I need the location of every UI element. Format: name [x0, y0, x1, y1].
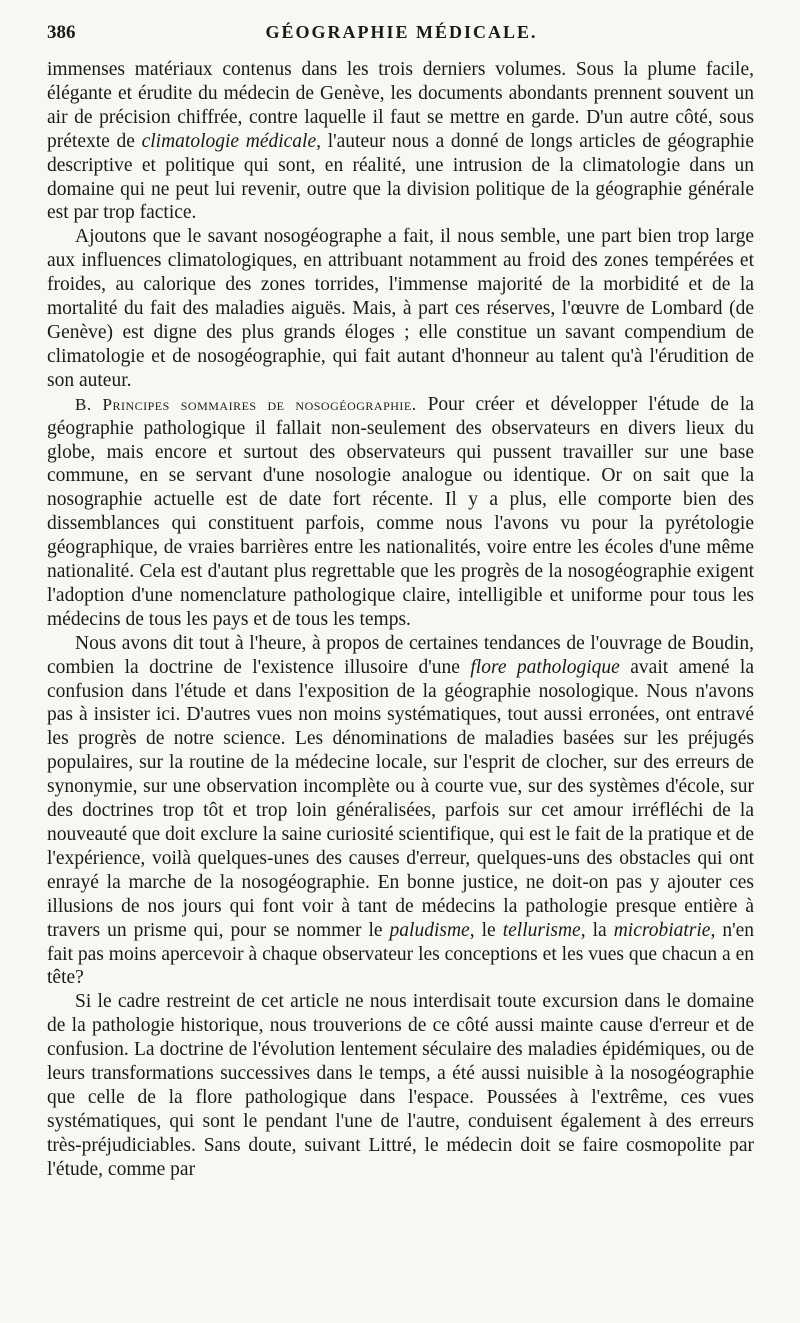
running-title: GÉOGRAPHIE MÉDICALE. — [265, 22, 538, 42]
page-header — [47, 22, 756, 52]
italic-term: flore pathologique — [470, 656, 620, 678]
body-text — [47, 58, 754, 1182]
paragraph-4 — [47, 632, 754, 991]
text-span: Pour créer et développer l'étude de la géographie pathologique il fallait non-seulement des observateurs en divers lieux du globe, mais encore et surtout des observateurs qui pussent travailler sur une base commune, en se servant d'une nosologie analogue ou identique. Or on sait que la nosographie actuelle est de date fort récente. Il y a plus, elle comporte bien des dissemblances qui constituent parfois, comme nous l'avons vu pour la pyrétologie géographique, de vraies barrières entre les nationalités, voire entre les écoles d'une même nationalité. Cela est d'autant plus regrettable que les progrès de la nosogéographie exigent l'adoption d'une nomenclature pathologique claire, intelligible et uniforme pour tous les médecins de tous les pays et de tous les temps. — [47, 393, 754, 630]
italic-term: microbiatrie — [613, 919, 711, 941]
italic-term: tellurisme — [502, 919, 581, 941]
text-span: , le — [469, 919, 496, 941]
text-span: avait amené la confusion dans l'étude et dans l'exposition de la géographie nosologique. Nous n'avons pas à insister ici. D'autres vues non moins systématiques, tout aussi erronées, ont entravé les progrès de notre science. Les dénominations de maladies basées sur les préjugés populaires, sur la routine de la médecine locale, sur l'esprit de clocher, sur des erreurs de synonymie, sur une observation incomplète ou à courte vue, sur des systèmes d'école, sur des doctrines trop tôt et trop loin généralisées, parfois sur cet amour irréfléchi de la nouveauté que doit exclure la saine curiosité scientifique, qui est le fait de la pratique et de l'expérience, voilà quelques-unes des causes d'erreur, quelques-uns des obstacles qui ont enrayé la marche de la nosogéographie. En bonne justice, ne doit-on pas y ajouter ces illusions de nos jours qui font voir à tant de médecins la pathologie presque entière à travers un prisme qui, pour se nommer le — [47, 656, 754, 941]
italic-term: paludisme — [389, 919, 470, 941]
text-span: immenses matériaux contenus dans les trois derniers volumes. Sous la plume facile, élégante et érudite du médecin de Genève, les documents abondants prennent souvent un air de précision chiffrée, contre laquelle il faut se mettre en garde. D'un autre côté, sous prétexte de — [47, 59, 754, 152]
paragraph-2: Ajoutons que le savant nosogéographe a fait, il nous semble, une part bien trop large aux influences climatologiques, en attribuant notamment au froid des zones tempérées et froides, au calorique des zones torrides, l'immense majorité de la morbidité et de la mortalité du fait des maladies aiguës. Mais, à part ces réserves, l'œuvre de Lombard (de Genève) est digne des plus grands éloges ; elle constitue un savant compendium de climatologie et de nosogéographie, qui fait autant d'honneur au talent qu'à l'érudition de son auteur. — [47, 226, 754, 391]
section-heading: B. Principes sommaires de nosogéographie. — [75, 394, 417, 414]
page-number: 386 — [47, 22, 76, 43]
text-span: Nous avons dit tout à l'heure, à propos de certaines tendances de l'ouvrage de Boudin, combien la doctrine de l'existence illusoire d'une — [47, 632, 754, 678]
paragraph-5: Si le cadre restreint de cet article ne nous interdisait toute excursion dans le domaine de la pathologie historique, nous trouverions de ce côté aussi mainte cause d'erreur et de confusion. La doctrine de l'évolution lentement séculaire des maladies épidémiques, ou de leurs transformations successives dans le temps, a été aussi nuisible à la nosogéographie que celle de la flore pathologique dans l'espace. Poussées à l'extrême, ces vues systématiques, qui sont le pendant l'une de l'autre, conduisent également à des erreurs très-préjudiciables. Sans doute, suivant Littré, le médecin doit se faire cosmopolite par l'étude, comme par — [47, 991, 754, 1180]
italic-term: climatologie médicale — [141, 130, 317, 152]
text-span: , la — [580, 919, 607, 941]
paragraph-1 — [47, 58, 754, 225]
paragraph-3 — [47, 393, 754, 632]
text-span: , n'en fait pas moins apercevoir à chaque observateur les conceptions et les vues que chacun a en tête? — [47, 919, 755, 989]
text-span: , l'auteur nous a donné de longs articles de géographie descriptive et politique qui sont, en réalité, une intrusion de la climatologie dans un domaine qui ne peut lui revenir, outre que la division politique de la géographie générale est par trop factice. — [47, 130, 754, 224]
